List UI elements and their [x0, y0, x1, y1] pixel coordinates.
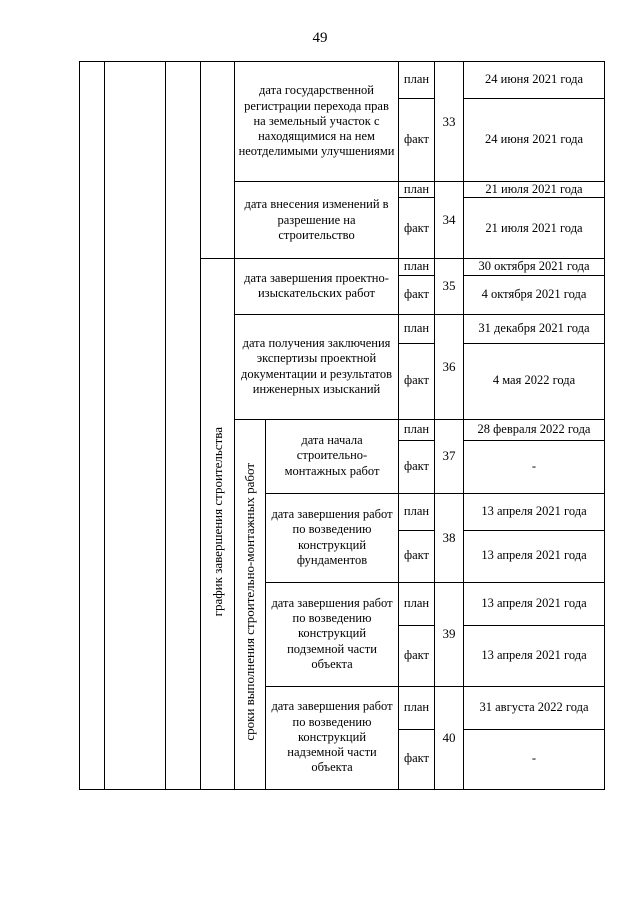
row-33-description: дата государственной регистрации перехода прав на земельный участок с находящимися на нем неотделимыми улучшениями — [235, 62, 399, 182]
row-36-description: дата получения заключения экспертизы проектной документации и результатов инженерных изысканий — [235, 314, 399, 419]
row-37-fact-label: факт — [399, 440, 435, 493]
row-33-number: 33 — [435, 62, 464, 182]
empty-cell-col2 — [105, 62, 166, 790]
row-40-fact-date: - — [464, 729, 605, 789]
row-34-plan-date: 21 июля 2021 года — [464, 182, 605, 198]
row-37-description: дата начала строительно-монтажных работ — [266, 419, 399, 493]
row-35-plan-label: план — [399, 259, 435, 275]
row-35-plan-date: 30 октября 2021 года — [464, 259, 605, 275]
row-38-plan-date: 13 апреля 2021 года — [464, 493, 605, 530]
row-33-fact-label: факт — [399, 99, 435, 182]
row-34-plan-label: план — [399, 182, 435, 198]
row-40-plan-label: план — [399, 686, 435, 729]
row-35-fact-label: факт — [399, 275, 435, 314]
row-40-description: дата завершения работ по возведению конструкций надземной части объекта — [266, 686, 399, 789]
row-37-plan-date: 28 февраля 2022 года — [464, 419, 605, 440]
row-36-number: 36 — [435, 314, 464, 419]
row-36-plan-label: план — [399, 314, 435, 343]
page-number: 49 — [312, 30, 328, 46]
row-39-number: 39 — [435, 582, 464, 686]
schedule-vertical-label — [201, 259, 235, 789]
schedule-table — [79, 61, 605, 790]
row-36-plan-date: 31 декабря 2021 года — [464, 314, 605, 343]
row-39-fact-date: 13 апреля 2021 года — [464, 625, 605, 686]
schedule-label-text: график завершения строительства — [209, 427, 225, 617]
empty-cell-col3 — [166, 62, 201, 790]
row-37-number: 37 — [435, 419, 464, 493]
row-39-plan-label: план — [399, 582, 435, 625]
row-35-description: дата завершения проектно-изыскательских работ — [235, 259, 399, 314]
row-40-plan-date: 31 августа 2022 года — [464, 686, 605, 729]
table-row — [80, 62, 605, 99]
row-33-fact-date: 24 июня 2021 года — [464, 99, 605, 182]
row-33-plan-date: 24 июня 2021 года — [464, 62, 605, 99]
row-37-plan-label: план — [399, 419, 435, 440]
smr-terms-label-text: сроки выполнения строительно-монтажных работ — [242, 463, 258, 741]
row-38-fact-label: факт — [399, 530, 435, 582]
row-35-fact-date: 4 октября 2021 года — [464, 275, 605, 314]
row-39-fact-label: факт — [399, 625, 435, 686]
row-39-description: дата завершения работ по возведению конструкций подземной части объекта — [266, 582, 399, 686]
row-38-fact-date: 13 апреля 2021 года — [464, 530, 605, 582]
row-39-plan-date: 13 апреля 2021 года — [464, 582, 605, 625]
empty-cell-col4 — [201, 62, 235, 259]
row-36-fact-label: факт — [399, 343, 435, 419]
row-34-fact-date: 21 июля 2021 года — [464, 198, 605, 259]
row-40-number: 40 — [435, 686, 464, 789]
row-34-number: 34 — [435, 182, 464, 259]
row-33-plan-label: план — [399, 62, 435, 99]
row-34-fact-label: факт — [399, 198, 435, 259]
row-38-description: дата завершения работ по возведению конструкций фундаментов — [266, 493, 399, 582]
row-36-fact-date: 4 мая 2022 года — [464, 343, 605, 419]
row-40-fact-label: факт — [399, 729, 435, 789]
row-37-fact-date: - — [464, 440, 605, 493]
row-38-number: 38 — [435, 493, 464, 582]
empty-cell-col1 — [80, 62, 105, 790]
smr-terms-vertical-label — [235, 419, 266, 789]
row-34-description: дата внесения изменений в разрешение на строительство — [235, 182, 399, 259]
row-35-number: 35 — [435, 259, 464, 314]
row-38-plan-label: план — [399, 493, 435, 530]
